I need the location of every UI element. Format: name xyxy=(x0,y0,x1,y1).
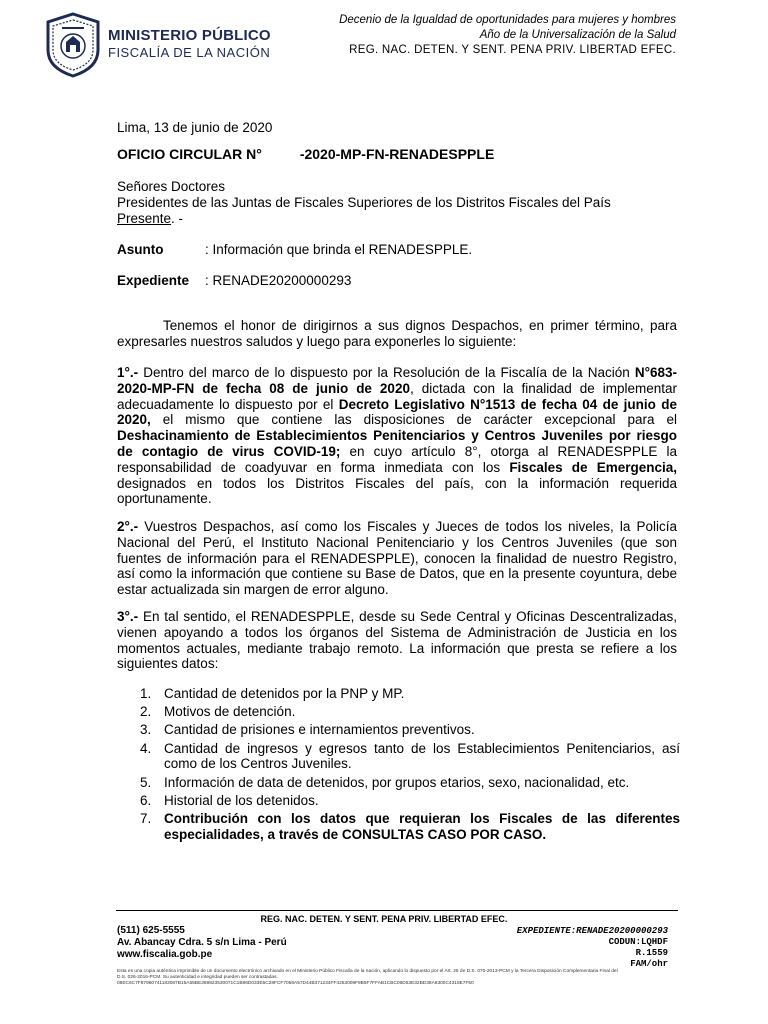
expediente-label: Expediente xyxy=(117,273,190,288)
list-item-text: Cantidad de ingresos y egresos tanto de los Establecimientos Penitenciarios, así como de los Centros Juveniles. xyxy=(164,740,680,772)
org-name: MINISTERIO PÚBLICO xyxy=(108,27,271,44)
list-item xyxy=(140,741,680,773)
list-item-number: 7. xyxy=(140,810,152,826)
paragraph-1-bold-c: Deshacinamiento de Establecimientos Penitenciarios y Centros Juveniles por riesgo de contagio de virus COVID-19; xyxy=(117,428,677,459)
paragraph-1 xyxy=(117,365,677,507)
paragraph-1-bold-d: Fiscales de Emergencia, xyxy=(509,459,677,475)
footer-divider xyxy=(116,910,678,911)
list-item-text: Contribución con los datos que requieran los Fiscales de las diferentes especialidades, a través de CONSULTAS CASO POR CASO. xyxy=(164,810,680,842)
header-year-line: Año de la Universalización de la Salud xyxy=(479,29,676,41)
list-item-text: Información de data de detenidos, por grupos etarios, sexo, nacionalidad, etc. xyxy=(164,774,630,790)
paragraph-2 xyxy=(117,519,677,598)
paragraph-1-text-e: designados en todos los Distritos Fiscales del país, con la información requerida oportunamente. xyxy=(117,475,677,507)
paragraph-2-number: 2°.- xyxy=(117,519,139,534)
list-item xyxy=(140,686,680,702)
footer-expediente: EXPEDIENTE:RENADE20200000293 xyxy=(516,926,668,936)
list-item-text: Motivos de detención. xyxy=(164,704,296,720)
footer-authenticity-note: Esta es una copia auténtica imprimible de un documento electrónico archivado en el Ministerio Público Fiscalía de la nación, aplicando lo dispuesto por el Art. 25 de D.S. 070-2013-PCM y la Tercera Disposición Complementaria Final del xyxy=(117,969,618,974)
footer-heading: REG. NAC. DETEN. Y SENT. PENA PRIV. LIBERTAD EFEC. xyxy=(260,914,508,924)
list-item-text: Historial de los detenidos. xyxy=(164,792,319,808)
expediente-row xyxy=(117,273,351,289)
paragraph-3 xyxy=(117,609,677,672)
paragraph-1-text-a: Dentro del marco de lo dispuesto por la Resolución de la Fiscalía de la Nación xyxy=(138,365,635,380)
footer-codun: CODUN:LQHDF xyxy=(608,937,668,947)
list-item xyxy=(140,722,680,738)
asunto-value: : Información que brinda el RENADESPPLE. xyxy=(205,242,473,257)
footer-r-number: R.1559 xyxy=(635,948,668,958)
presente-word: Presente xyxy=(117,211,172,226)
footer-initials: FAM/ohr xyxy=(630,959,668,969)
list-item xyxy=(140,775,680,791)
paragraph-2-text: Vuestros Despachos, así como los Fiscales y Jueces de todos los niveles, la Policía Nacional del Perú, el Instituto Nacional Penitenciario y los Centros Juveniles (que son fuentes de información para el RENADESPPLE), conocen la finalidad de nuestro Registro, así como la información que contiene su Base de Datos, que en la presente coyuntura, debe estar actualizada sin margen de error alguno. xyxy=(117,519,677,598)
list-item-number: 2. xyxy=(140,704,152,720)
footer-website-link[interactable]: www.fiscalia.gob.pe xyxy=(117,949,213,960)
asunto-label: Asunto xyxy=(117,242,164,257)
oficio-label: OFICIO CIRCULAR N° xyxy=(117,146,262,162)
paragraph-1-text-c: el mismo que contiene las disposiciones de carácter excepcional para el xyxy=(150,412,677,428)
salutation-line-1: Señores Doctores xyxy=(117,179,226,194)
asunto-row xyxy=(117,242,472,258)
paragraph-1-bold-a: N°683-2020-MP-FN de fecha 08 de junio de 2020 xyxy=(117,365,677,396)
salutation-line-2: Presidentes de las Juntas de Fiscales Superiores de los Distritos Fiscales del País xyxy=(117,195,611,210)
list-item-number: 6. xyxy=(140,792,152,808)
list-item xyxy=(140,793,680,809)
footer-phone: (511) 625-5555 xyxy=(117,925,185,936)
header-decade-line: Decenio de la Igualdad de oportunidades para mujeres y hombres xyxy=(339,14,676,26)
header-registry-line: REG. NAC. DETEN. Y SENT. PENA PRIV. LIBERTAD EFEC. xyxy=(349,44,676,56)
list-item-number: 1. xyxy=(140,686,152,701)
footer-hash: 08EC6C7F87960741183087B15A55BE369823530071C1B96D033E5C28FCF7058A57D44B371234FF4253009F9B5F7FFAB1CBC06D53E32BD38A8300C4318E7F60 xyxy=(117,981,474,986)
list-item xyxy=(140,811,680,843)
expediente-value: : RENADE20200000293 xyxy=(205,273,352,288)
list-item-text: Cantidad de detenidos por la PNP y MP. xyxy=(164,686,405,701)
paragraph-1-text-b: , dictada con la finalidad de implementar adecuadamente lo dispuesto por el xyxy=(117,380,677,412)
list-item-text: Cantidad de prisiones e internamientos preventivos. xyxy=(164,722,475,738)
ministerio-publico-seal-icon xyxy=(44,12,102,78)
paragraph-1-bold-b: Decreto Legislativo N°1513 de fecha 04 de junio de 2020, xyxy=(117,396,677,428)
oficio-code: -2020-MP-FN-RENADESPPLE xyxy=(299,146,495,162)
oficio-number xyxy=(117,147,494,163)
intro-paragraph: Tenemos el honor de dirigirnos a sus dignos Despachos, en primer término, para expresarles nuestros saludos y luego para exponerles lo siguiente: xyxy=(117,318,677,349)
footer-address: Av. Abancay Cdra. 5 s/n Lima - Perú xyxy=(117,937,287,948)
paragraph-1-number: 1°.- xyxy=(117,365,139,380)
presente-line xyxy=(117,211,183,227)
footer-authenticity-note-2: D.S. 026-2016-PCM. Su autenticidad e integridad pueden ser contrastadas. xyxy=(117,975,278,980)
presente-tail: . - xyxy=(171,211,184,226)
list-item xyxy=(140,704,680,720)
list-item-number: 5. xyxy=(140,774,152,790)
data-list xyxy=(140,686,680,845)
letter-date: Lima, 13 de junio de 2020 xyxy=(117,120,273,135)
paragraph-1-text-d: en cuyo artículo 8°, otorga al RENADESPPLE la responsabilidad de coadyuvar en forma inmediata con los xyxy=(117,443,677,475)
list-item-number: 4. xyxy=(140,740,152,756)
org-subname: FISCALÍA DE LA NACIÓN xyxy=(108,45,271,60)
list-item-number: 3. xyxy=(140,722,152,738)
paragraph-3-number: 3°.- xyxy=(117,609,139,624)
paragraph-3-text: En tal sentido, el RENADESPPLE, desde su Sede Central y Oficinas Descentralizadas, vienen apoyando a todos los órganos del Sistema de Administración de Justicia en los momentos actuales, mediante trabajo remoto. La información que presta se refiere a los siguientes datos: xyxy=(117,609,677,672)
